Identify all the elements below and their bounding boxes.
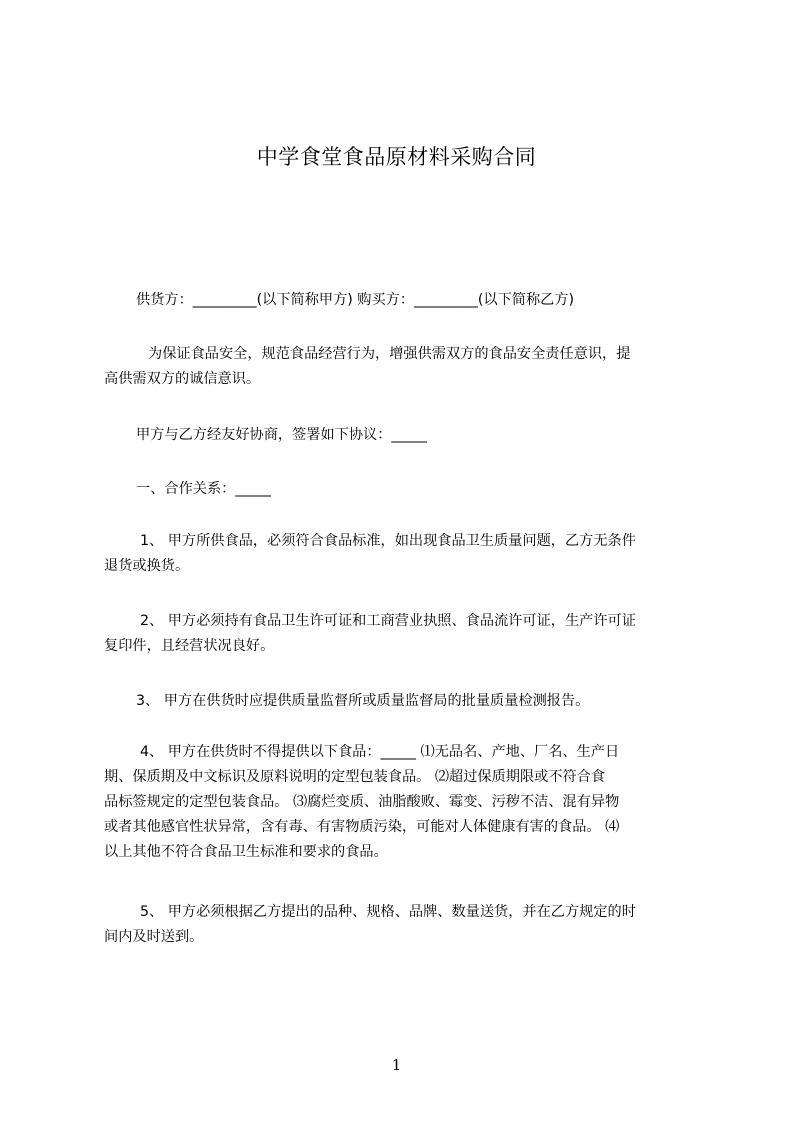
parties-line bbox=[104, 288, 700, 313]
parties-text: 供货方：_________(以下简称甲方) 购买方：_________(以下简称乙方) bbox=[136, 292, 575, 308]
purpose-line-2: 高供需双方的诚信意识。 bbox=[104, 371, 261, 387]
clause-3-line-1: 3、 甲方在供货时应提供质量监督所或质量监督局的批量质量检测报告。 bbox=[136, 693, 590, 709]
clause-4-line-1: 4、 甲方在供货时不得提供以下食品：_____ ⑴无品名、产地、厂名、生产日 bbox=[140, 744, 620, 760]
clause-4-line-2: 期、保质期及中文标识及原料说明的定型包装食品。 ⑵超过保质期限或不符合食 bbox=[104, 769, 606, 785]
clause-5-line-2: 间内及时送到。 bbox=[104, 929, 204, 945]
clause-5-line-1: 5、 甲方必须根据乙方提出的品种、规格、品牌、数量送货，并在乙方规定的时 bbox=[140, 904, 636, 920]
document-title: 中学食堂食品原材料采购合同 bbox=[256, 145, 537, 169]
clause-1-line-2: 退货或换货。 bbox=[104, 558, 190, 574]
clause-1-line-1: 1、 甲方所供食品，必须符合食品标准，如出现食品卫生质量问题，乙方无条件 bbox=[140, 533, 636, 549]
agreement-intro bbox=[104, 423, 700, 448]
agreement-intro-text: 甲方与乙方经友好协商，签署如下协议：_____ bbox=[136, 427, 427, 443]
clause-2-line-1: 2、 甲方必须持有食品卫生许可证和工商营业执照、食品流许可证，生产许可证 bbox=[140, 613, 636, 629]
purpose-line-1: 为保证食品安全，规范食品经营行为，增强供需双方的食品安全责任意识，提 bbox=[148, 346, 631, 362]
section-1-heading-text: 一、合作关系：_____ bbox=[136, 481, 271, 497]
clause-3 bbox=[104, 689, 700, 714]
purpose-paragraph bbox=[104, 342, 700, 392]
clause-4-line-4: 或者其他感官性状异常，含有毒、有害物质污染，可能对人体健康有害的食品。 ⑷ bbox=[104, 819, 620, 835]
clause-2-line-2: 复印件，且经营状况良好。 bbox=[104, 638, 275, 654]
clause-4 bbox=[104, 740, 700, 865]
clause-4-line-5: 以上其他不符合食品卫生标准和要求的食品。 bbox=[104, 844, 388, 860]
clause-2 bbox=[104, 609, 700, 659]
clause-5 bbox=[104, 900, 700, 950]
clause-1 bbox=[104, 529, 700, 579]
page-number: 1 bbox=[391, 1056, 402, 1074]
clause-4-line-3: 品标签规定的定型包装食品。 ⑶腐烂变质、油脂酸败、霉变、污秽不洁、混有异物 bbox=[104, 794, 620, 810]
section-1-heading bbox=[104, 477, 700, 502]
